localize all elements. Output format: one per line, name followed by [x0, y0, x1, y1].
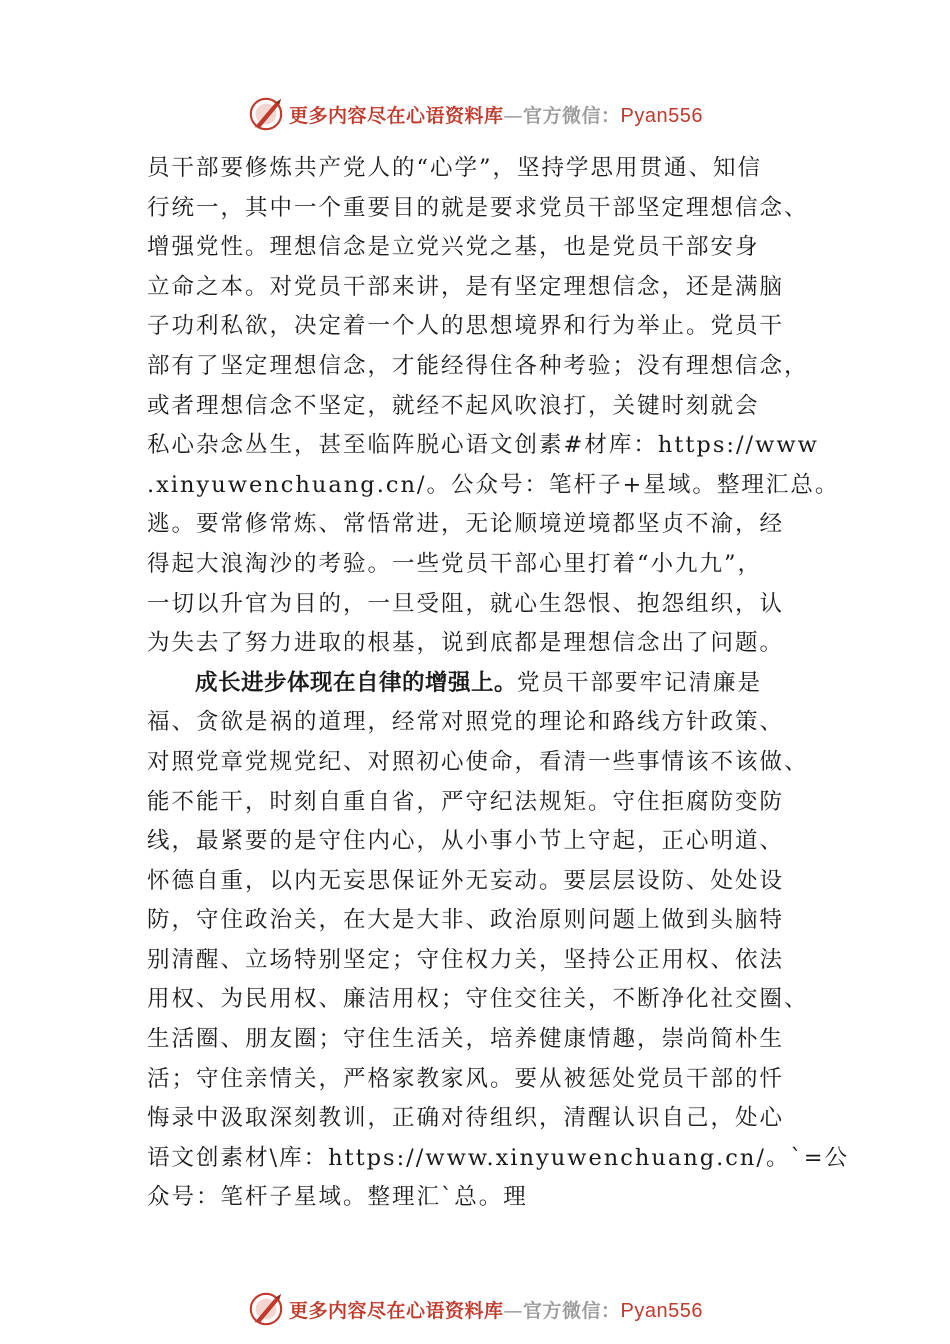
text-line: .xinyuwenchuang.cn/。公众号：笔杆子+星域。整理汇总。: [147, 471, 840, 498]
footer-banner-text: [289, 1296, 703, 1323]
text-line: 增强党性。理想信念是立党兴党之基，也是党员干部安身: [147, 234, 760, 261]
text-line: 员干部要修炼共产党人的“心学”，坚持学思用贯通、知信: [147, 155, 763, 181]
wechat-id: Pyan556: [620, 104, 703, 127]
text-line: 为失去了努力进取的根基，说到底都是理想信念出了问题。: [147, 630, 785, 657]
paragraph-2-first-line: [147, 664, 829, 704]
header-banner: [0, 92, 950, 136]
text-line: 众号：笔杆子星域。整理汇`总。理: [147, 1184, 528, 1211]
text-line: 语文创素材\库：https://www.xinyuwenchuang.cn/。`=公: [147, 1144, 850, 1171]
wechat-label: 官方微信：: [523, 1299, 621, 1322]
text-line: 别清醒、立场特别坚定；守住权力关，坚持公正用权、依法: [147, 946, 785, 973]
quill-pen-logo-icon: [247, 1290, 285, 1328]
text-line: 防，守住政治关，在大是大非、政治原则问题上做到头脑特: [147, 907, 785, 934]
text-line: 用权、为民用权、廉洁用权；守住交往关，不断净化社交圈、: [147, 986, 809, 1013]
brand-name: 更多内容尽在心语资料库: [289, 104, 504, 127]
text-line: 部有了坚定理想信念，才能经得住各种考验；没有理想信念，: [147, 352, 809, 379]
text-line: 一切以升官为目的，一旦受阻，就心生怨恨、抱怨组织，认: [147, 590, 785, 617]
footer-banner: [0, 1287, 950, 1331]
quill-pen-logo-icon: [247, 95, 285, 133]
text-line: 行统一，其中一个重要目的就是要求党员干部坚定理想信念、: [147, 194, 809, 221]
paragraph-2-first-rest: 党员干部要牢记清廉是: [517, 669, 763, 696]
wechat-id: Pyan556: [620, 1299, 703, 1322]
text-line: 或者理想信念不坚定，就经不起风吹浪打，关键时刻就会: [147, 392, 760, 419]
text-line: 怀德自重，以内无妄思保证外无妄动。要层层设防、处处设: [147, 867, 785, 894]
document-body: [147, 149, 850, 1218]
text-line: 逃。要常修常炼、常悟常进，无论顺境逆境都坚贞不渝，经: [147, 511, 785, 538]
text-line: 能不能干，时刻自重自省，严守纪法规矩。守住拒腐防变防: [147, 788, 785, 815]
text-line: 线，最紧要的是守住内心，从小事小节上守起，正心明道、: [147, 828, 785, 855]
text-line: 生活圈、朋友圈；守住生活关，培养健康情趣，崇尚简朴生: [147, 1026, 785, 1053]
text-line: 子功利私欲，决定着一个人的思想境界和行为举止。党员干: [147, 313, 785, 340]
text-line: 对照党章党规党纪、对照初心使命，看清一些事情该不该做、: [147, 748, 809, 775]
text-line: 活；守住亲情关，严格家教家风。要从被惩处党员干部的忏: [147, 1065, 785, 1092]
paragraph-heading: 成长进步体现在自律的增强上。: [195, 669, 518, 696]
text-line: 福、贪欲是祸的道理，经常对照党的理论和路线方针政策、: [147, 709, 785, 736]
brand-name: 更多内容尽在心语资料库: [289, 1299, 504, 1322]
banner-separator: —: [503, 104, 524, 127]
text-line: 得起大浪淘沙的考验。一些党员干部心里打着“小九九”，: [147, 550, 763, 577]
wechat-label: 官方微信：: [523, 104, 621, 127]
banner-separator: —: [503, 1299, 524, 1322]
text-line: 立命之本。对党员干部来讲，是有坚定理想信念，还是满脑: [147, 273, 785, 300]
text-line: 私心杂念丛生，甚至临阵脱心语文创素#材库：https://www: [147, 432, 819, 459]
header-banner-text: [289, 101, 703, 128]
text-line: 悔录中汲取深刻教训，正确对待组织，清醒认识自己，处心: [147, 1105, 785, 1132]
